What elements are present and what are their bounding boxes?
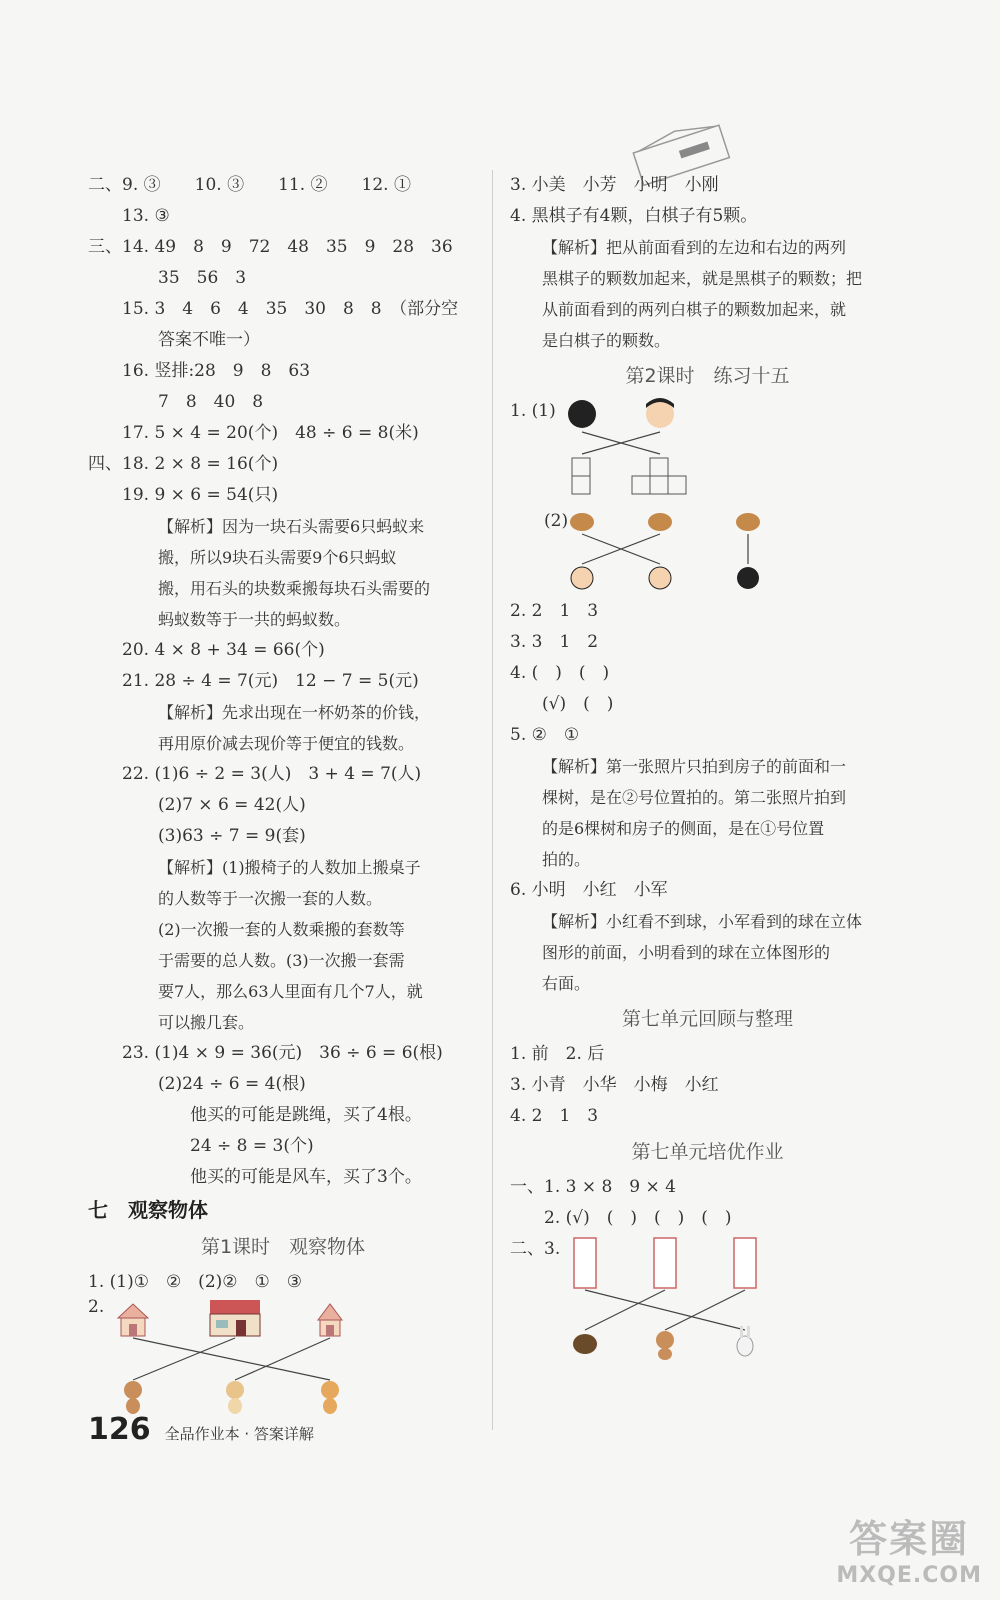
teapot-icon xyxy=(648,513,672,531)
answer-line: 17. 5 × 4 = 20(个) 48 ÷ 6 = 8(米) xyxy=(122,423,419,443)
answer-line: 16. 竖排:28 9 8 63 xyxy=(122,361,311,381)
cat-icon xyxy=(226,1381,244,1414)
analysis-line: 【解析】因为一块石头需要6只蚂蚁来 xyxy=(158,517,425,536)
analysis-line: 【解析】(1)搬椅子的人数加上搬桌子 xyxy=(158,858,421,877)
analysis-line: 蚂蚁数等于一共的蚂蚁数。 xyxy=(158,610,351,629)
analysis-line: 【解析】把从前面看到的左边和右边的两列 xyxy=(542,238,847,257)
door-icon xyxy=(734,1238,756,1288)
answer-line: 四、18. 2 × 8 = 16(个) xyxy=(88,454,279,474)
answer-line: 2. (√) ( ) ( ) ( ) xyxy=(544,1208,732,1228)
analysis-line: 黑棋子的颗数加起来，就是黑棋子的颗数；把 xyxy=(542,269,863,288)
analysis-line: 从前面看到的两列白棋子的颗数加起来，就 xyxy=(542,300,847,319)
answer-line: 二、9. ③ 10. ③ 11. ② 12. ① xyxy=(88,175,411,195)
left-column xyxy=(88,170,478,1394)
answer-line: 4. ( ) ( ) xyxy=(510,663,610,683)
question-number: (2) xyxy=(544,511,569,531)
analysis-line: 图形的前面，小明看到的球在立体图形的 xyxy=(542,943,831,962)
question-number: 2. xyxy=(88,1297,105,1317)
boy-face-icon xyxy=(646,398,674,428)
page-number: 126 xyxy=(88,1412,151,1447)
answer-line: (3)63 ÷ 7 = 9(套) xyxy=(158,826,306,846)
answer-line: 15. 3 4 6 4 35 30 8 8 （部分空 xyxy=(122,299,459,319)
unit-title: 七 观察物体 xyxy=(88,1198,208,1222)
matching-figure-houses-animals xyxy=(88,1298,478,1394)
matching-figure-doors-animals xyxy=(510,1234,905,1354)
answer-line: 答案不唯一） xyxy=(158,330,260,350)
answer-line: (√) ( ) xyxy=(542,694,614,714)
analysis-line: 【解析】第一张照片只拍到房子的前面和一 xyxy=(542,757,847,776)
watermark-text: 答案圈 xyxy=(849,1517,970,1561)
analysis-line: 再用原价减去现价等于便宜的钱数。 xyxy=(158,734,415,753)
analysis-line: (2)一次搬一套的人数乘搬的套数等 xyxy=(158,920,405,939)
answer-line: 21. 28 ÷ 4 = 7(元) 12 − 7 = 5(元) xyxy=(122,671,419,691)
answer-line: 1. 前 2. 后 xyxy=(510,1044,605,1064)
answer-line: 22. (1)6 ÷ 2 = 3(人) 3 + 4 = 7(人) xyxy=(122,764,422,784)
answer-line: 19. 9 × 6 = 54(只) xyxy=(122,485,279,505)
analysis-line: 于需要的总人数。(3)一次搬一套需 xyxy=(158,951,405,970)
review-title: 第七单元回顾与整理 xyxy=(621,1008,793,1030)
lesson-title: 第2课时 练习十五 xyxy=(625,365,790,387)
small-house-icon xyxy=(118,1304,148,1336)
answer-line: 他买的可能是跳绳，买了4根。 xyxy=(190,1105,422,1125)
door-icon xyxy=(574,1238,596,1288)
question-number: 二、3. xyxy=(510,1239,561,1259)
analysis-line: 【解析】小红看不到球，小军看到的球在立体 xyxy=(542,912,863,931)
analysis-line: 的人数等于一次搬一套的人数。 xyxy=(158,889,383,908)
answer-line: 他买的可能是风车，买了3个。 xyxy=(190,1167,422,1187)
teapot-icon xyxy=(736,513,760,531)
door-icon xyxy=(654,1238,676,1288)
answer-line: 一、1. 3 × 8 9 × 4 xyxy=(510,1177,676,1197)
answer-line: 6. 小明 小红 小军 xyxy=(510,880,668,900)
side-house-icon xyxy=(318,1304,342,1336)
child-face-icon xyxy=(571,567,593,589)
analysis-line: 是白棋子的颗数。 xyxy=(542,331,671,350)
answer-line: 13. ③ xyxy=(122,206,170,226)
answer-line: 2. 2 1 3 xyxy=(510,601,599,621)
answer-line: 4. 黑棋子有4颗，白棋子有5颗。 xyxy=(510,206,758,226)
watermark-url: MXQE.COM xyxy=(836,1563,982,1588)
monkey-icon xyxy=(656,1331,674,1360)
answer-line: (2)24 ÷ 6 = 4(根) xyxy=(158,1074,306,1094)
answer-line: 35 56 3 xyxy=(158,268,247,288)
column-divider xyxy=(492,170,493,1430)
child-face-icon xyxy=(649,567,671,589)
answer-line: 23. (1)4 × 9 = 36(元) 36 ÷ 6 = 6(根) xyxy=(122,1043,443,1063)
analysis-line: 可以搬几套。 xyxy=(158,1013,255,1032)
analysis-line: 拍的。 xyxy=(542,850,591,869)
two-cubes-stack-icon xyxy=(572,458,590,494)
answer-line: 20. 4 × 8 + 34 = 66(个) xyxy=(122,640,325,660)
watermark-logo xyxy=(836,1508,982,1588)
analysis-line: 右面。 xyxy=(542,974,591,993)
answer-line: 4. 2 1 3 xyxy=(510,1106,599,1126)
answer-line: 3. 小美 小芳 小明 小刚 xyxy=(510,175,719,195)
wide-house-icon xyxy=(210,1300,260,1336)
analysis-line: 棵树，是在②号位置拍的。第二张照片拍到 xyxy=(542,788,847,807)
question-number: 1. (1) xyxy=(510,401,556,421)
answer-line: 7 8 40 8 xyxy=(158,392,264,412)
analysis-line: 要7人，那么63人里面有几个7人，就 xyxy=(158,982,423,1001)
child-back-icon xyxy=(737,567,759,589)
page-footer xyxy=(88,1412,314,1447)
homework-title: 第七单元培优作业 xyxy=(631,1141,784,1163)
boy-back-icon xyxy=(568,400,596,428)
tiger-icon xyxy=(321,1381,339,1414)
answer-line: 1. (1)① ② (2)② ① ③ xyxy=(88,1272,302,1292)
answer-line: (2)7 × 6 = 42(人) xyxy=(158,795,306,815)
matching-figure-teapots xyxy=(510,506,905,596)
matching-figure-children-blocks xyxy=(510,396,905,506)
monkey-icon xyxy=(124,1381,142,1414)
answer-line: 三、14. 49 8 9 72 48 35 9 28 36 xyxy=(88,237,453,257)
answer-line: 3. 小青 小华 小梅 小红 xyxy=(510,1075,719,1095)
hedgehog-icon xyxy=(573,1334,597,1354)
analysis-line: 的是6棵树和房子的侧面，是在①号位置 xyxy=(542,819,825,838)
rabbit-icon xyxy=(737,1326,753,1356)
answer-line: 24 ÷ 8 = 3(个) xyxy=(190,1136,314,1156)
answer-line: 3. 3 1 2 xyxy=(510,632,599,652)
lesson-title: 第1课时 观察物体 xyxy=(200,1236,366,1258)
cubes-pyramid-icon xyxy=(632,458,686,494)
teapot-icon xyxy=(570,513,594,531)
answer-line: 5. ② ① xyxy=(510,725,580,745)
right-column xyxy=(510,170,905,1354)
analysis-line: 搬，所以9块石头需要9个6只蚂蚁 xyxy=(158,548,397,567)
analysis-line: 【解析】先求出现在一杯奶茶的价钱， xyxy=(158,703,431,722)
analysis-line: 搬，用石头的块数乘搬每块石头需要的 xyxy=(158,579,431,598)
book-title: 全品作业本 · 答案详解 xyxy=(164,1425,314,1443)
